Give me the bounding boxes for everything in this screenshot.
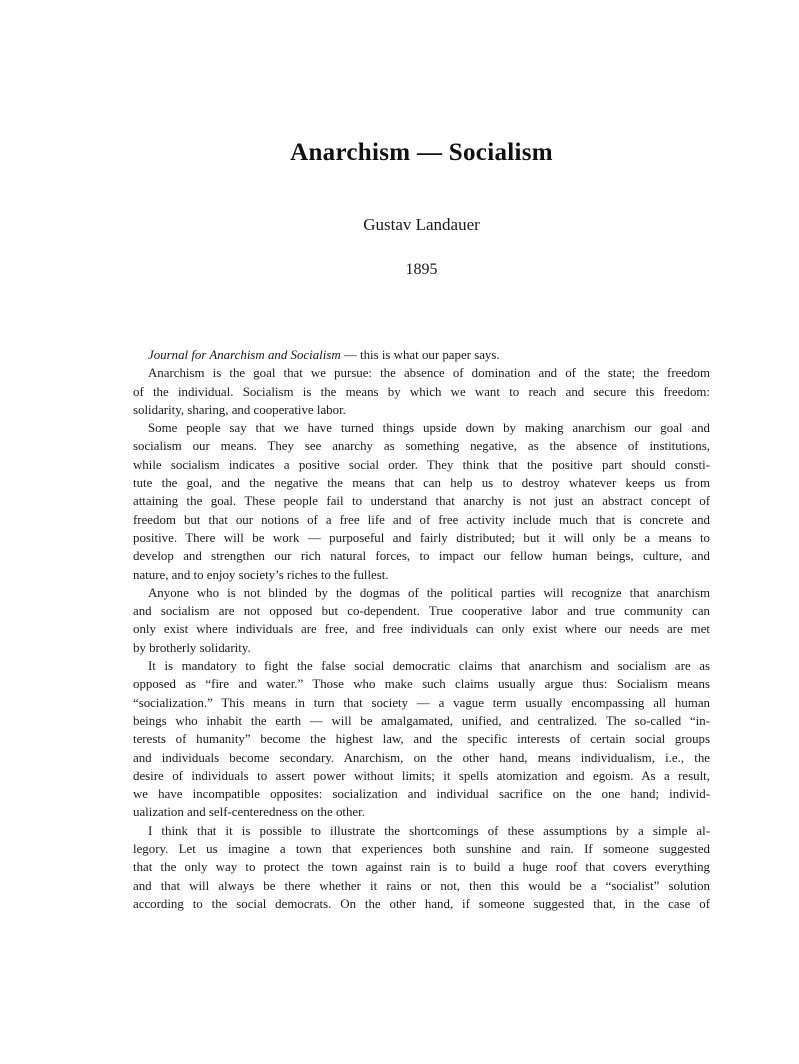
text-line: beings who inhabit the earth — will be amalgamated, unified, and centralized. The so-called “in- <box>133 713 710 728</box>
text-line: and that will always be there whether it rains or not, then this would be a “socialist” solution <box>133 878 710 893</box>
page-title: Anarchism — Socialism <box>290 139 553 166</box>
text-line: and individuals become secondary. Anarchism, on the other hand, means individualism, i.e., the <box>133 750 710 765</box>
text-line: desire of individuals to assert power without limits; it spells atomization and egoism. As a result, <box>133 768 710 783</box>
text-line: solidarity, sharing, and cooperative labor. <box>133 402 346 417</box>
publication-year: 1895 <box>405 261 438 278</box>
text-line: that the only way to protect the town against rain is to build a huge roof that covers everything <box>133 860 710 875</box>
text-line: It is mandatory to fight the false social democratic claims that anarchism and socialism are as <box>148 659 710 674</box>
text-line: while socialism indicates a positive social order. They think that the positive part should consti- <box>133 457 710 472</box>
text-line: freedom but that our notions of a free life and of free activity include much that is concrete and <box>133 512 710 527</box>
text-line: we have incompatible opposites: socialization and individual sacrifice on the one hand; individ- <box>133 787 710 802</box>
text-line: I think that it is possible to illustrate the shortcomings of these assumptions by a simple al- <box>148 823 710 838</box>
text-line: attaining the goal. These people fail to understand that anarchy is not just an abstract concept of <box>133 494 710 509</box>
text-line: Anyone who is not blinded by the dogmas of the political parties will recognize that anarchism <box>148 585 710 600</box>
text-line: develop and strengthen our rich natural forces, to impact our fellow human beings, culture, and <box>133 549 710 564</box>
text-line: ualization and self-centeredness on the other. <box>133 805 365 820</box>
text-line: Anarchism is the goal that we pursue: the absence of domination and of the state; the freedom <box>148 366 710 381</box>
text-line: socialism our means. They see anarchy as something negative, as the absence of institutions, <box>133 439 710 454</box>
text-line: and socialism are not opposed but co-dependent. True cooperative labor and true community can <box>133 604 710 619</box>
text-line: positive. There will be work — purposeful and fairly distributed; but it will only be a means to <box>133 530 710 545</box>
author-name: Gustav Landauer <box>363 215 480 234</box>
journal-title-run: Journal for Anarchism and Socialism <box>148 348 341 362</box>
text-line: nature, and to enjoy society’s riches to the fullest. <box>133 567 389 582</box>
text-run: — this is what our paper says. <box>340 348 500 362</box>
text-line: “socialization.” This means in turn that society — a vague term usually encompassing all human <box>133 695 710 710</box>
text-line: legory. Let us imagine a town that experiences both sunshine and rain. If someone suggested <box>133 842 710 857</box>
text-line: only exist where individuals are free, and free individuals can only exist where our needs are met <box>133 622 710 637</box>
text-line: terests of humanity” become the highest law, and the specific interests of certain social groups <box>133 732 710 747</box>
text-line <box>133 346 710 364</box>
text-line: by brotherly solidarity. <box>133 640 251 655</box>
text-line: Some people say that we have turned things upside down by making anarchism our goal and <box>148 421 710 436</box>
text-line: tute the goal, and the negative the means that can help us to destroy whatever keeps us from <box>133 476 710 491</box>
text-line: opposed as “fire and water.” Those who make such claims usually argue thus: Socialism means <box>133 677 710 692</box>
text-line: of the individual. Socialism is the means by which we want to reach and secure this freedom: <box>133 384 710 399</box>
text-line: according to the social democrats. On the other hand, if someone suggested that, in the case of <box>133 896 710 911</box>
page-body <box>133 346 710 913</box>
